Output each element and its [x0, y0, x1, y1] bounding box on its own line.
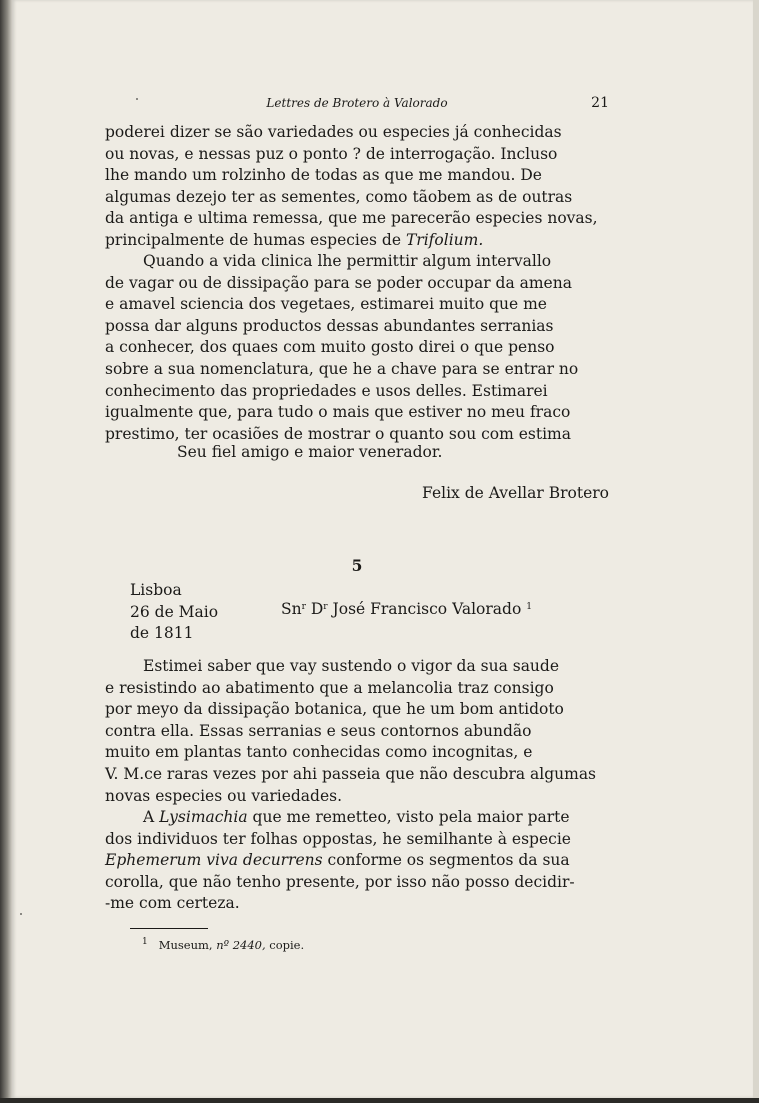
text-line: -me com certeza. [105, 894, 240, 913]
footnote-rule [130, 928, 208, 929]
title-abbr: Sn [281, 600, 302, 618]
text-line: igualmente que, para tudo o mais que estiver no meu fraco [105, 403, 571, 422]
speck [20, 913, 22, 915]
text-run: A [143, 808, 160, 826]
signature: Felix de Avellar Brotero [422, 484, 609, 502]
book-spine-shadow [0, 0, 12, 1103]
text-line: Estimei saber que vay sustendo o vigor da sua saude [143, 657, 560, 675]
text-line: muito em plantas tanto conhecidas como incognitas, e [105, 743, 533, 762]
text-line: a conhecer, dos quaes com muito gosto direi o que penso [105, 338, 555, 357]
text-run: principalmente de humas especies de [105, 230, 406, 249]
footnote-text: copie. [265, 938, 305, 952]
text-line: poderei dizer se são variedades ou especies já conhecidas [105, 123, 562, 141]
title-abbr: D [310, 600, 324, 618]
addressee-name: José Francisco Valorado [332, 600, 522, 618]
text-line [105, 807, 609, 829]
text-line [105, 850, 609, 872]
text-line: por meyo da dissipação botanica, que he um bom antidoto [105, 700, 564, 719]
text-line: ou novas, e nessas puz o ponto ? de interrogação. Incluso [105, 144, 558, 163]
paragraph-2 [105, 251, 609, 445]
text-line: V. M.ce raras vezes por ahi passeia que não descubra algumas [105, 764, 597, 783]
text-line: corolla, que não tenho presente, por isso não posso decidir- [105, 872, 575, 891]
title-sup: r [323, 602, 328, 612]
text-run: conforme os segmentos da sua [322, 851, 570, 870]
text-line: e amavel sciencia dos vegetaes, estimarei muito que me [105, 295, 547, 314]
text-line: da antiga e ultima remessa, que me parecerão especies novas, [105, 209, 598, 228]
text-line: algumas dezejo ter as sementes, como tãobem as de outras [105, 187, 573, 206]
place-date [130, 580, 218, 645]
place: Lisboa [130, 581, 182, 599]
text-line: de vagar ou de dissipação para se poder occupar da amena [105, 273, 572, 292]
footnote [142, 937, 304, 952]
text-line: lhe mando um rolzinho de todas as que me mandou. De [105, 166, 542, 185]
text-line: conhecimento das propriedades e usos delles. Estimarei [105, 381, 548, 400]
text-run: que me remetteo, visto pela maior parte [247, 808, 570, 826]
closing-line: Seu fiel amigo e maior venerador. [177, 443, 443, 461]
book-page [12, 0, 753, 1098]
running-head [105, 96, 609, 114]
text-line: Quando a vida clinica lhe permittir algum intervallo [143, 252, 552, 270]
text-line: possa dar alguns productos dessas abundantes serranias [105, 316, 554, 335]
text-line: e resistindo ao abatimento que a melancolia traz consigo [105, 678, 554, 697]
text-line [105, 230, 609, 252]
text-line: contra ella. Essas serranias e seus contornos abundão [105, 721, 532, 740]
addressee [281, 600, 532, 618]
footnote-number: 1 [142, 937, 148, 947]
page-bottom-edge [0, 1098, 759, 1103]
text-line: dos individuos ter folhas oppostas, he semilhante à especie [105, 829, 571, 848]
page-number: 21 [591, 95, 609, 111]
footnote-reference: nº 2440, [216, 938, 266, 952]
paragraph-1 [105, 122, 609, 252]
footnote-text: Museum, [158, 938, 217, 952]
date-line: de 1811 [130, 624, 194, 643]
text-line: sobre a sua nomenclatura, que he a chave para se entrar no [105, 359, 579, 378]
text-line: novas especies ou variedades. [105, 786, 343, 805]
species-name: Trifolium. [405, 230, 484, 249]
letter-number: 5 [351, 556, 363, 575]
date-line: 26 de Maio [130, 602, 219, 621]
running-title: Lettres de Brotero à Valorado [266, 96, 448, 110]
species-name: Ephemerum viva decurrens [105, 851, 323, 870]
paragraph-3 [105, 656, 609, 807]
title-sup: r [301, 602, 306, 612]
species-name: Lysimachia [159, 808, 248, 826]
paragraph-4 [105, 807, 609, 915]
footnote-mark: 1 [526, 602, 532, 612]
text-line: prestimo, ter ocasiões de mostrar o quanto sou com estima [105, 424, 571, 443]
